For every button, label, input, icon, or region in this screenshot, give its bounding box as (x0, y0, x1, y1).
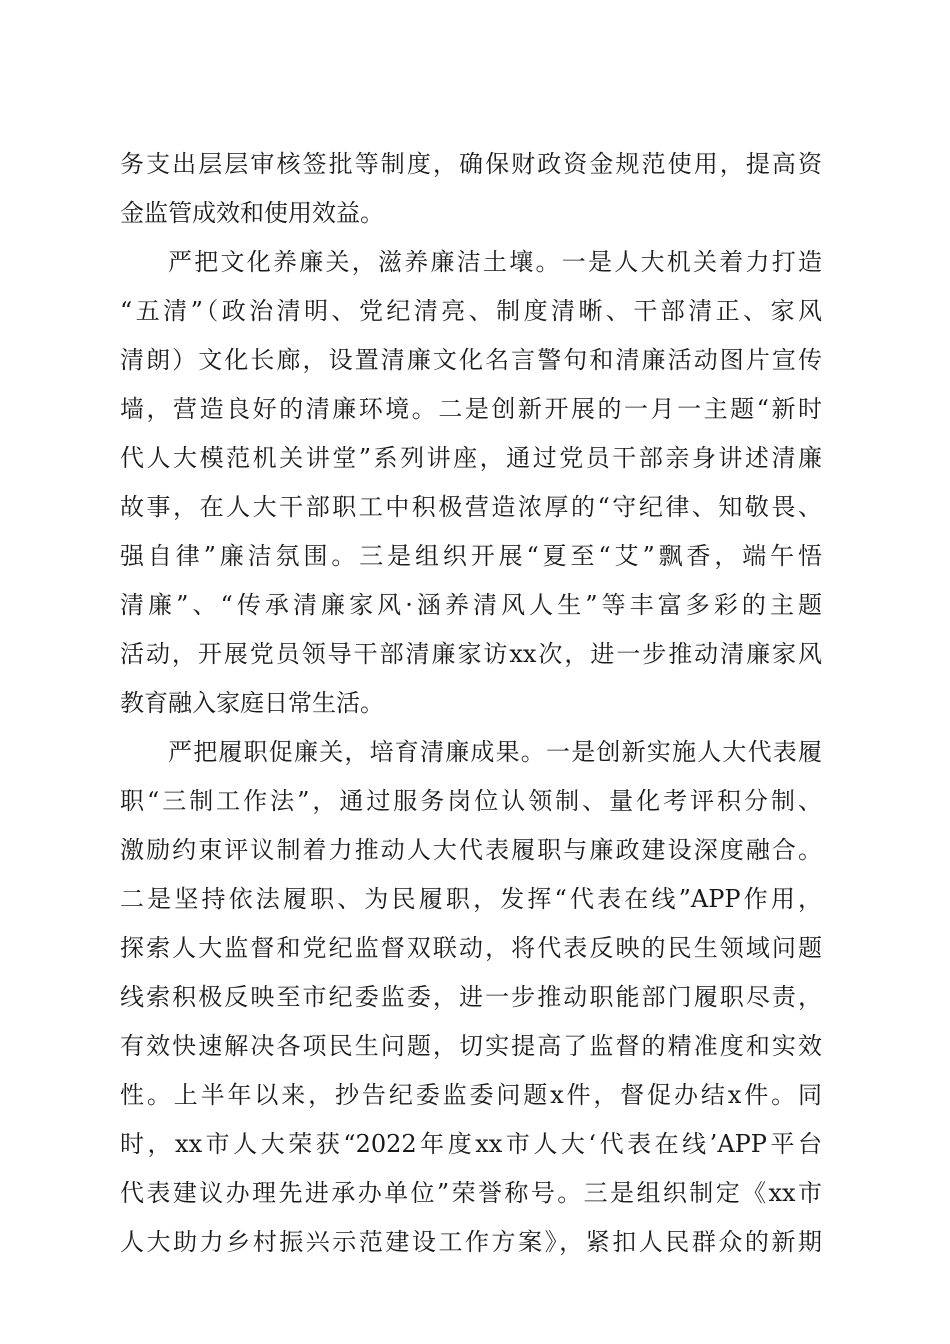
text-line: 强自律”廉洁氛围。三是组织开展“夏至“艾”飘香，端午悟 (120, 542, 822, 570)
text-line: 故事，在人大干部职工中积极营造浓厚的“守纪律、知敬畏、 (120, 493, 822, 521)
text-line: 激励约束评议制着力推动人大代表履职与廉政建设深度融合。 (120, 836, 822, 864)
text-line: 墙，营造良好的清廉环境。二是创新开展的一月一主题“新时 (120, 395, 822, 423)
text-line: 严把履职促廉关，培育清廉成果。一是创新实施人大代表履 (168, 738, 822, 766)
text-line: 清廉”、“传承清廉家风·涵养清风人生”等丰富多彩的主题 (120, 591, 822, 619)
document-body (120, 140, 822, 1267)
text-line: “五清”（政治清明、党纪清亮、制度清晰、干部清正、家风 (120, 297, 822, 325)
text-line: 线索积极反映至市纪委监委，进一步推动职能部门履职尽责， (120, 983, 822, 1011)
text-line: 代人大模范机关讲堂”系列讲座，通过党员干部亲身讲述清廉 (120, 444, 822, 472)
text-line: 时，xx市人大荣获“2022年度xx市人大‘代表在线’APP平台 (120, 1130, 822, 1158)
text-line: 金监管成效和使用效益。 (120, 199, 384, 227)
text-line: 活动，开展党员领导干部清廉家访xx次，进一步推动清廉家风 (120, 640, 822, 668)
text-line: 二是坚持依法履职、为民履职，发挥“代表在线”APP作用， (120, 885, 822, 913)
text-line: 务支出层层审核签批等制度，确保财政资金规范使用，提高资 (120, 150, 822, 178)
text-line: 性。上半年以来，抄告纪委监委问题x件，督促办结x件。同 (120, 1081, 822, 1109)
text-line: 职“三制工作法”，通过服务岗位认领制、量化考评积分制、 (120, 787, 822, 815)
text-line: 有效快速解决各项民生问题，切实提高了监督的精准度和实效 (120, 1032, 822, 1060)
text-line: 严把文化养廉关，滋养廉洁土壤。一是人大机关着力打造 (168, 248, 822, 276)
text-line: 人大助力乡村振兴示范建设工作方案》，紧扣人民群众的新期 (120, 1228, 822, 1256)
text-line: 探索人大监督和党纪监督双联动，将代表反映的民生领域问题 (120, 934, 822, 962)
text-line: 代表建议办理先进承办单位”荣誉称号。三是组织制定《xx市 (120, 1179, 822, 1207)
text-line: 清朗）文化长廊，设置清廉文化名言警句和清廉活动图片宣传 (120, 346, 822, 374)
text-line: 教育融入家庭日常生活。 (120, 689, 384, 717)
